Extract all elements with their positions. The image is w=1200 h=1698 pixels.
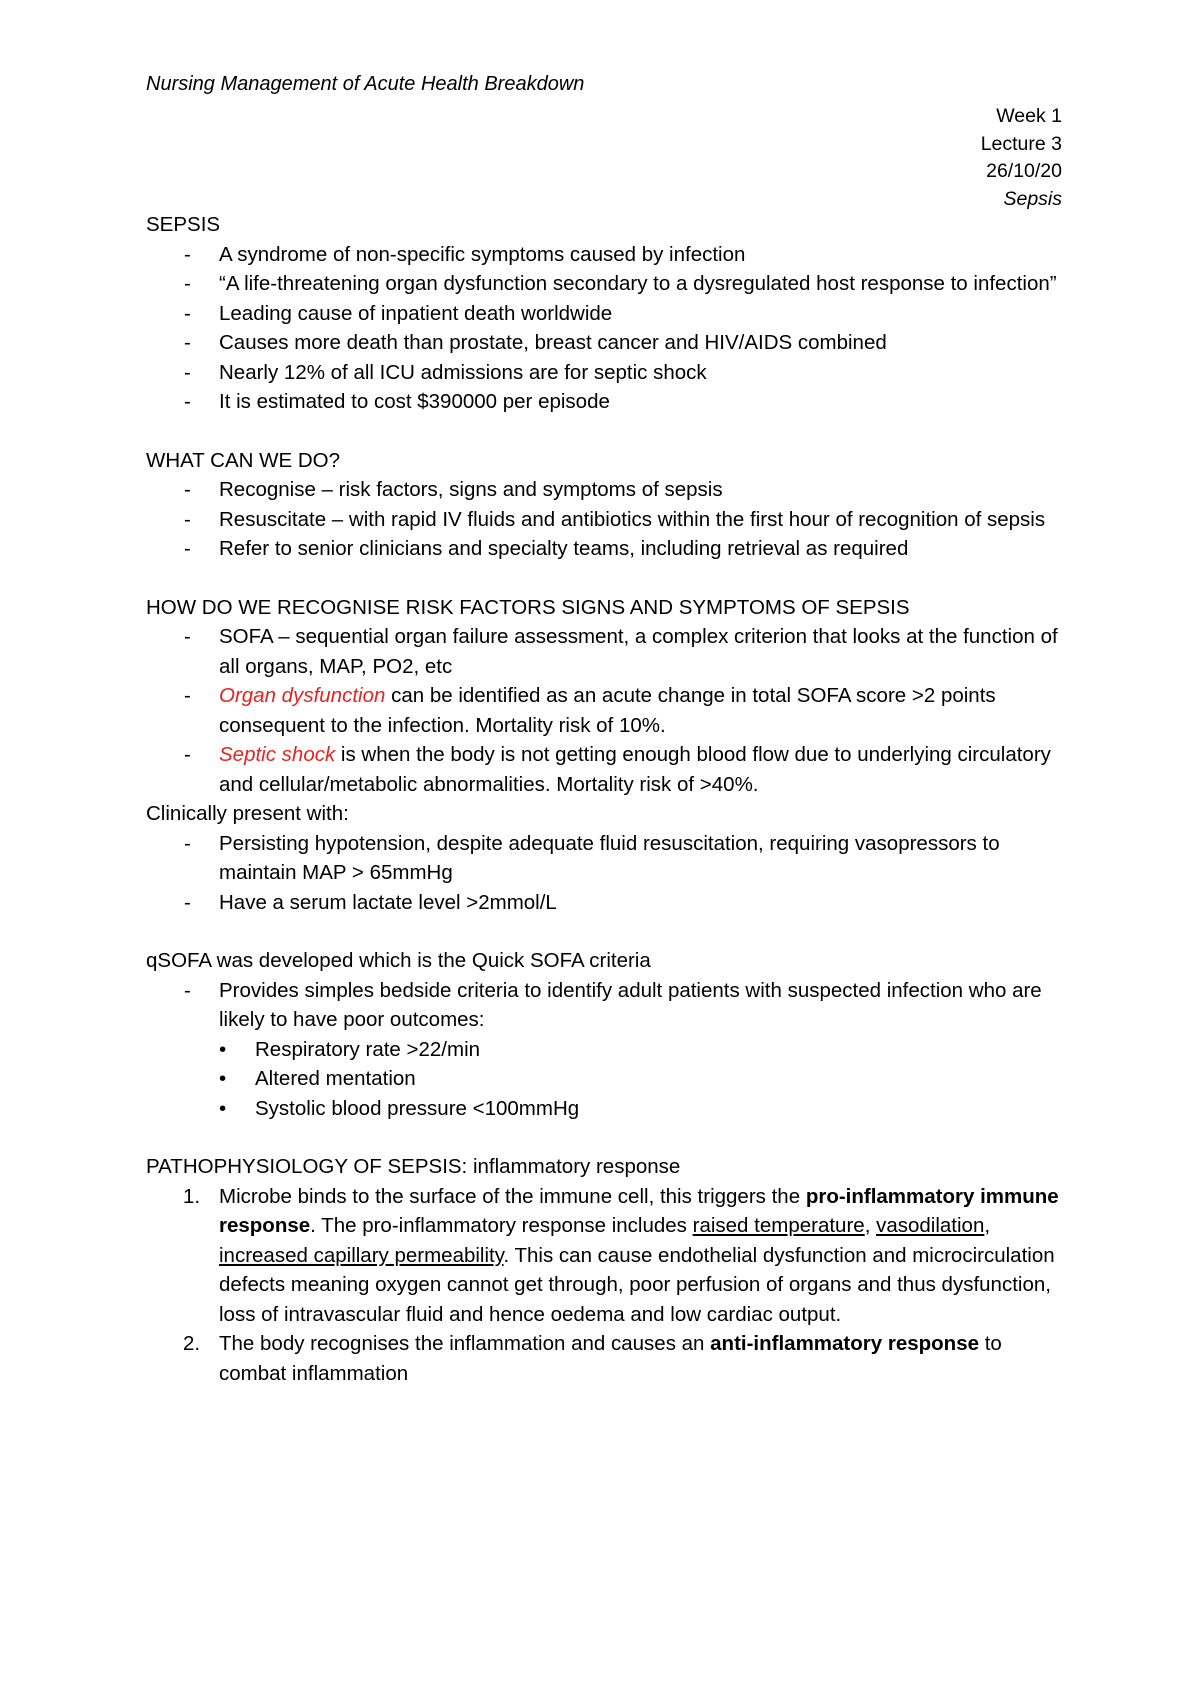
text-run: . The pro-inflammatory response includes	[310, 1214, 693, 1237]
septic-shock-text: is when the body is not getting enough blood flow due to underlying circulatory and cellular/metabolic abnormalities. Mortality risk of >40%.	[219, 743, 1051, 796]
course-title: Nursing Management of Acute Health Breakdown	[146, 73, 585, 95]
item-number: 2.	[183, 1332, 201, 1355]
what-can-we-do-list	[146, 475, 1066, 564]
list-item: • Systolic blood pressure <100mmHg	[219, 1094, 1066, 1124]
underlined-term: increased capillary permeability	[219, 1243, 504, 1267]
list-item: - Have a serum lactate level >2mmol/L	[146, 888, 1066, 918]
qsofa-list	[146, 976, 1066, 1035]
patho-list	[146, 1182, 1066, 1389]
list-item: - Refer to senior clinicians and specialty teams, including retrieval as required	[146, 534, 1066, 564]
list-item: - It is estimated to cost $390000 per episode	[146, 387, 1066, 417]
list-item	[146, 1182, 1066, 1330]
text-run: ,	[984, 1214, 991, 1237]
week-label: Week 1	[996, 105, 1062, 127]
list-item: - SOFA – sequential organ failure assessment, a complex criterion that looks at the function of all organs, MAP, PO2, etc	[146, 622, 1066, 681]
text-run: to combat inflammation	[219, 1332, 1002, 1385]
list-item: - Resuscitate – with rapid IV fluids and antibiotics within the first hour of recognition of sepsis	[146, 505, 1066, 535]
recognise-heading: HOW DO WE RECOGNISE RISK FACTORS SIGNS AND SYMPTOMS OF SEPSIS	[146, 595, 910, 619]
list-item: - Recognise – risk factors, signs and symptoms of sepsis	[146, 475, 1066, 505]
qsofa-heading: qSOFA was developed which is the Quick SOFA criteria	[146, 949, 651, 972]
date-label: 26/10/20	[986, 160, 1062, 182]
what-can-we-do-heading: WHAT CAN WE DO?	[146, 448, 340, 472]
patho-heading: PATHOPHYSIOLOGY OF SEPSIS: inflammatory response	[146, 1155, 681, 1178]
topic-label: Sepsis	[1003, 187, 1062, 210]
bold-term: pro-inflammatory immune response	[219, 1184, 1059, 1237]
list-item	[146, 1329, 1066, 1388]
list-item: - Provides simples bedside criteria to identify adult patients with suspected infection who are likely to have poor outcomes:	[146, 976, 1066, 1035]
text-run: Microbe binds to the surface of the immune cell, this triggers the	[219, 1184, 806, 1208]
clinically-label: Clinically present with:	[146, 802, 349, 825]
list-item: - “A life-threatening organ dysfunction secondary to a dysregulated host response to infection”	[146, 269, 1066, 299]
notes-body	[146, 210, 1066, 1388]
text-run: . This can cause endothelial dysfunction and microcirculation defects meaning oxygen cannot get through, poor perfusion of organs and thus dysfunction, loss of intravascular fluid and hence oedema and low cardiac output.	[219, 1243, 1055, 1326]
list-item: - Leading cause of inpatient death worldwide	[146, 299, 1066, 329]
septic-shock-term: Septic shock	[219, 743, 336, 766]
text-run: ,	[864, 1214, 877, 1237]
text-run: The body recognises the inflammation and causes an	[219, 1332, 711, 1355]
organ-dysfunction-text: can be identified as an acute change in total SOFA score >2 points consequent to the infection. Mortality risk of 10%.	[219, 684, 996, 737]
list-item: - Causes more death than prostate, breast cancer and HIV/AIDS combined	[146, 328, 1066, 358]
list-item	[146, 740, 1066, 799]
bold-term: anti-inflammatory response	[710, 1332, 979, 1355]
item-number: 1.	[183, 1184, 201, 1208]
organ-dysfunction-term: Organ dysfunction	[219, 684, 386, 707]
clinical-list	[146, 829, 1066, 918]
sepsis-heading: SEPSIS	[146, 213, 221, 236]
underlined-term: vasodilation	[876, 1214, 985, 1237]
list-item: - Persisting hypotension, despite adequate fluid resuscitation, requiring vasopressors to maintain MAP > 65mmHg	[146, 829, 1066, 888]
qsofa-bullets	[146, 1035, 1066, 1124]
list-item: - Nearly 12% of all ICU admissions are for septic shock	[146, 358, 1066, 388]
sepsis-list	[146, 240, 1066, 417]
recognise-list	[146, 622, 1066, 799]
list-item: • Altered mentation	[219, 1064, 1066, 1094]
list-item	[146, 681, 1066, 740]
lecture-meta	[981, 103, 1062, 213]
underlined-term: raised temperature	[692, 1214, 865, 1237]
list-item: - A syndrome of non-specific symptoms caused by infection	[146, 240, 1066, 270]
lecture-label: Lecture 3	[980, 132, 1062, 155]
list-item: • Respiratory rate >22/min	[219, 1035, 1066, 1065]
